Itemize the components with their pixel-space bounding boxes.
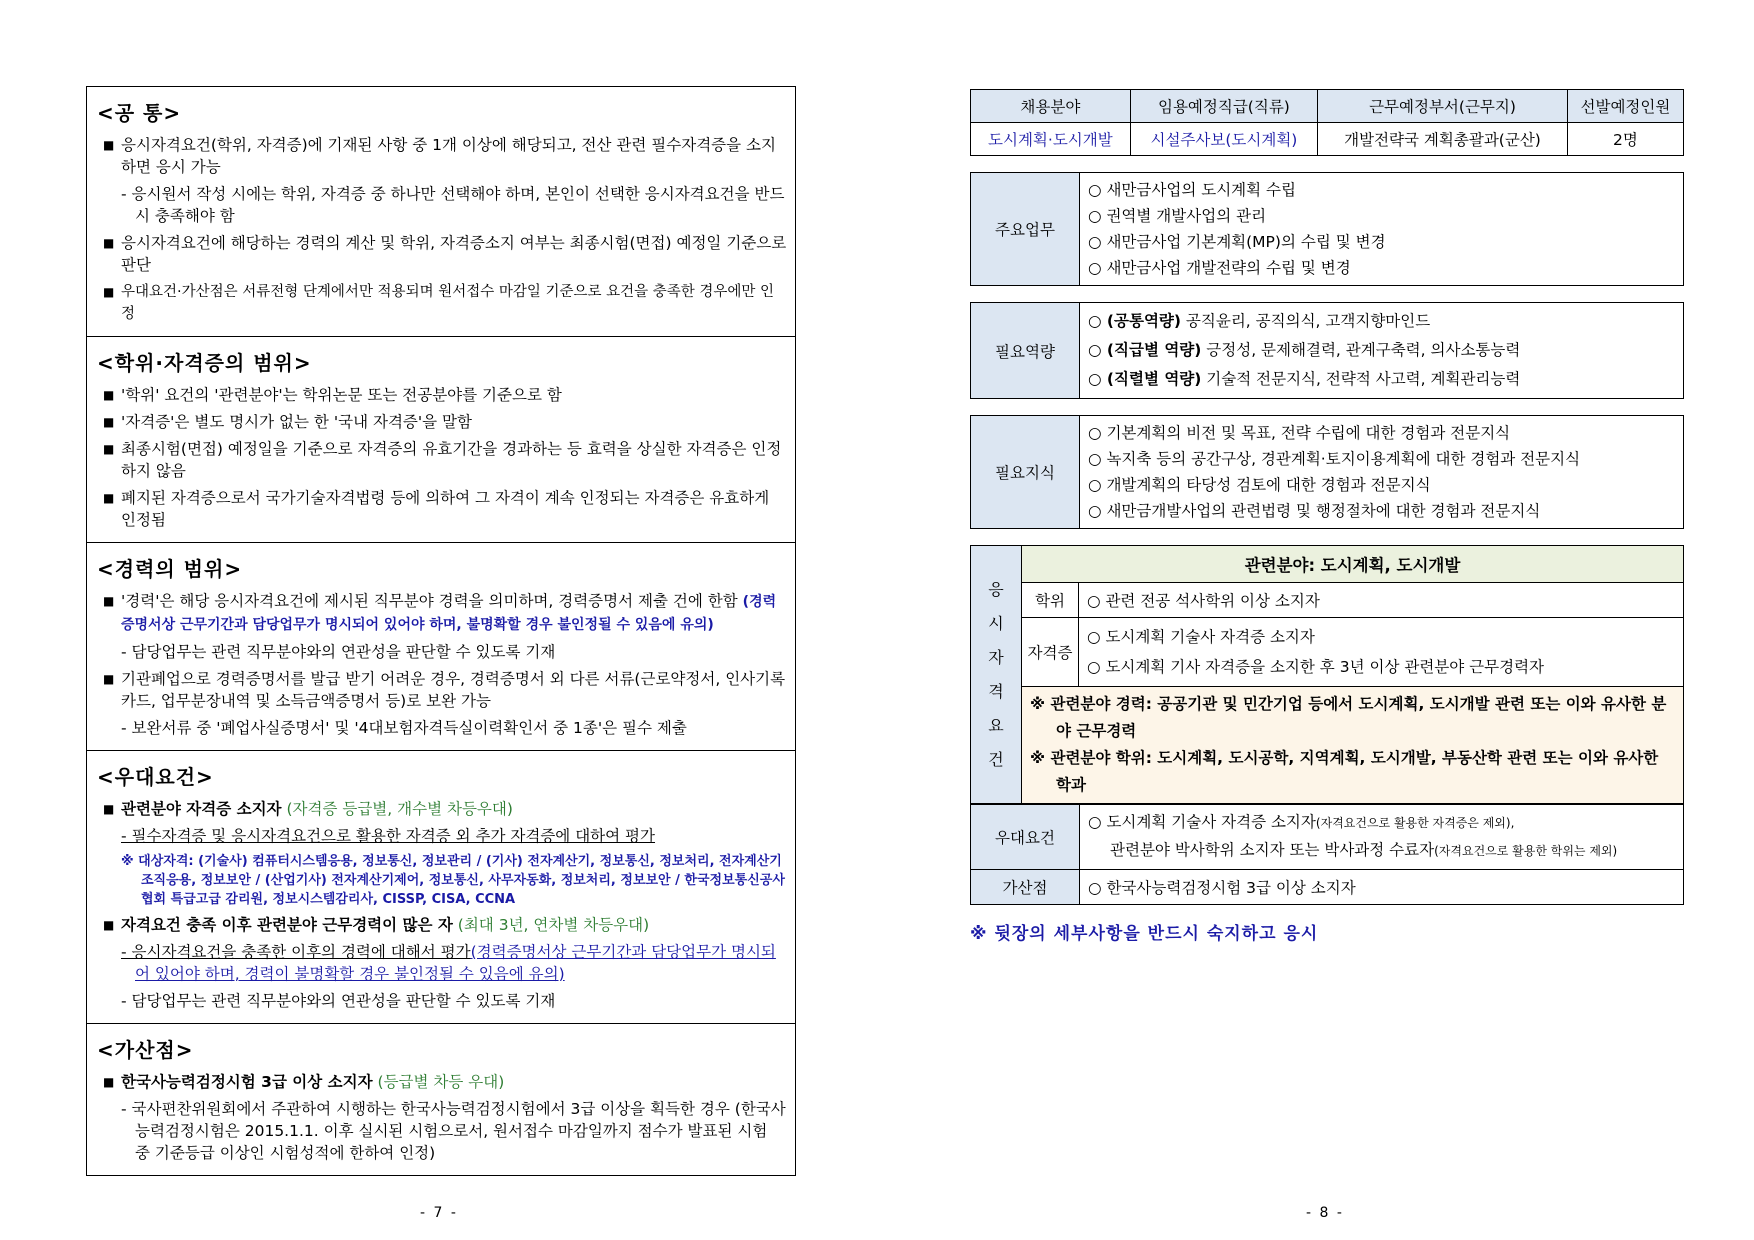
knowledge-label: 필요지식 xyxy=(971,416,1080,529)
degree-text: ○ 관련 전공 석사학위 이상 소지자 xyxy=(1079,583,1684,618)
section-title: <가산점> xyxy=(97,1038,194,1062)
section-title: <우대요건> xyxy=(97,765,214,789)
list-item-tag: ○ (직급별 역량) xyxy=(1088,341,1202,359)
list-item: ○ 새만금사업의 도시계획 수립 xyxy=(1088,181,1296,199)
page-number-8: - 8 - xyxy=(1306,1205,1344,1221)
right-page xyxy=(970,89,1684,944)
sub-item: - 국사편찬위원회에서 주관하여 시행하는 한국사능력검정시험에서 3급 이상을 획득한 경우 (한국사능력검정시험은 2015.1.1. 이후 실시된 시험으로서, 원서접수 마감일까지 점수가 발표된 시험 중 기준등급 이상인 시험성적에 한하여 인정) xyxy=(121,1100,786,1162)
sub-item xyxy=(111,941,787,985)
bullet-text: 응시자격요건에 해당하는 경력의 계산 및 학위, 자격증소지 여부는 최종시험(면접) 예정일 기준으로 판단 xyxy=(121,234,787,274)
bullet-text: '학위' 요건의 '관련분야'는 학위논문 또는 전공분야를 기준으로 함 xyxy=(121,386,562,404)
list-item-text: 긍정성, 문제해결력, 관계구축력, 의사소통능력 xyxy=(1201,341,1521,359)
qualification-table xyxy=(970,545,1684,804)
sub-item: - 필수자격증 및 응시자격요건으로 활용한 자격증 외 추가 자격증에 대하여 평가 xyxy=(121,827,656,845)
sub-item: - 응시원서 작성 시에는 학위, 자격증 중 하나만 선택해야 하며, 본인이 선택한 응시자격요건을 반드시 충족해야 함 xyxy=(121,185,785,225)
cert-label: 자격증 xyxy=(1022,618,1079,687)
competency-label: 필요역량 xyxy=(971,303,1080,399)
bullet-text: 우대요건·가산점은 서류전형 단계에서만 적용되며 원서접수 마감일 기준으로 요건을 충족한 경우에만 인정 xyxy=(121,284,774,322)
list-item-text: 기술적 전문지식, 전략적 사고력, 계획관리능력 xyxy=(1201,370,1521,388)
pref-exception-note: (자격요건으로 활용한 자격증은 제외), xyxy=(1315,816,1515,830)
qualification-label xyxy=(971,546,1022,804)
list-item: ○ 새만금개발사업의 관련법령 및 행정절차에 대한 경험과 전문지식 xyxy=(1088,502,1541,520)
bonus-label: 가산점 xyxy=(971,870,1080,905)
left-page xyxy=(86,86,796,1176)
list-item xyxy=(97,411,787,433)
col-grade: 임용예정직급(직류) xyxy=(1130,90,1317,123)
career-warning-note: (경력증명서상 근무기간과 담당업무가 명시되어 있어야 하며, 불명확할 경우 불인정될 수 있음에 유의) xyxy=(121,594,777,633)
pref-exception-note: (자격요건으로 활용한 학위는 제외) xyxy=(1434,844,1618,858)
pref-text: 관련분야 박사학위 소지자 또는 박사과정 수료자 xyxy=(1110,841,1435,859)
section-title: <공 통> xyxy=(97,101,182,125)
bonus-note: (등급별 차등 우대) xyxy=(377,1073,505,1091)
preference-note: (자격증 등급별, 개수별 차등우대) xyxy=(286,800,513,818)
square-bullet-icon: ■ xyxy=(103,285,115,299)
knowledge-list xyxy=(1080,416,1684,529)
knowledge-table xyxy=(970,415,1684,529)
requirements-box xyxy=(86,86,796,1176)
bullet-text: '경력'은 해당 응시자격요건에 제시된 직무분야 경력을 의미하며, 경력증명서 제출 건에 한함 xyxy=(121,592,738,610)
target-certificates-note: ※ 대상자격: (기술사) 컴퓨터시스템응용, 정보통신, 정보관리 / (기사) 전자계산기, 정보통신, 정보처리, 전자계산기조직응용, 정보보안 / (산업기사) 전자계산기제어, 정보통신, 사무자동화, 정보처리, 정보보안 / 한국정보통신공사협회 특급고급 감리원, 정보시스템감리사, CISSP, CISA, CCNA xyxy=(121,854,785,907)
list-item xyxy=(97,384,787,406)
square-bullet-icon: ■ xyxy=(103,138,115,152)
square-bullet-icon: ■ xyxy=(103,491,115,505)
related-field-title: 관련분야: 도시계획, 도시개발 xyxy=(1022,546,1684,583)
duties-label: 주요업무 xyxy=(971,173,1080,286)
section-preference xyxy=(87,751,795,1024)
recruitment-header-table xyxy=(970,89,1684,156)
section-common xyxy=(87,87,795,337)
footnote: ※ 뒷장의 세부사항을 반드시 숙지하고 응시 xyxy=(970,924,1319,944)
col-count: 선발예정인원 xyxy=(1567,90,1683,123)
section-degree-cert xyxy=(87,337,795,543)
preference-note: (최대 3년, 연차별 차등우대) xyxy=(457,916,650,934)
bullet-text: 관련분야 자격증 소지자 xyxy=(121,800,282,818)
val-count: 2명 xyxy=(1567,123,1683,156)
section-bonus xyxy=(87,1024,795,1175)
list-item xyxy=(97,914,787,936)
cert-list xyxy=(1079,618,1684,687)
sub-item: - 담당업무는 관련 직무분야와의 연관성을 판단할 수 있도록 기재 xyxy=(121,643,556,661)
col-dept: 근무예정부서(근무지) xyxy=(1318,90,1568,123)
square-bullet-icon: ■ xyxy=(103,236,115,250)
list-item xyxy=(97,134,787,178)
section-career xyxy=(87,543,795,751)
sub-item-text: - 응시자격요건을 충족한 이후의 경력에 대해서 평가 xyxy=(121,943,471,961)
list-item xyxy=(1088,336,1675,365)
bullet-text: 한국사능력검정시험 3급 이상 소지자 xyxy=(121,1073,373,1091)
list-item xyxy=(97,668,787,712)
bullet-text: 자격요건 충족 이후 관련분야 근무경력이 많은 자 xyxy=(121,916,453,934)
list-item: ○ 녹지축 등의 공간구상, 경관계획·토지이용계획에 대한 경험과 전문지식 xyxy=(1088,450,1581,468)
square-bullet-icon: ■ xyxy=(103,802,115,816)
list-item xyxy=(1088,307,1675,336)
pref-list xyxy=(1080,805,1684,870)
square-bullet-icon: ■ xyxy=(103,672,115,686)
qualification-notes xyxy=(1022,687,1684,804)
bullet-text: 응시자격요건(학위, 자격증)에 기재된 사항 중 1개 이상에 해당되고, 전산 관련 필수자격증을 소지하면 응시 가능 xyxy=(121,136,776,176)
list-item xyxy=(97,232,787,276)
label-char: 시 xyxy=(988,613,1004,633)
val-field: 도시계획·도시개발 xyxy=(971,123,1131,156)
career-warning-note: (경력증명서상 근무기간과 담당업무가 명시되어 있어야 하며, 경력이 불명확할 경우 불인정될 수 있음에 유의) xyxy=(135,943,776,983)
bonus-text: ○ 한국사능력검정시험 3급 이상 소지자 xyxy=(1080,870,1684,905)
label-char: 건 xyxy=(988,749,1004,769)
list-item xyxy=(97,798,787,820)
duties-table xyxy=(970,172,1684,286)
list-item: ○ 개발계획의 타당성 검토에 대한 경험과 전문지식 xyxy=(1088,476,1431,494)
list-item xyxy=(97,1071,787,1093)
degree-field-note: ※ 관련분야 학위: 도시계획, 도시공학, 지역계획, 도시개발, 부동산학 관련 또는 이와 유사한 학과 xyxy=(1030,749,1659,794)
list-item-text: 공직윤리, 공직의식, 고객지향마인드 xyxy=(1180,312,1431,330)
page-number-7: - 7 - xyxy=(420,1205,458,1221)
sub-item: - 담당업무는 관련 직무분야와의 연관성을 판단할 수 있도록 기재 xyxy=(121,992,556,1010)
section-title: <경력의 범위> xyxy=(97,557,243,581)
square-bullet-icon: ■ xyxy=(103,594,115,608)
pref-text: ○ 도시계획 기술사 자격증 소지자 xyxy=(1088,813,1316,831)
square-bullet-icon: ■ xyxy=(103,388,115,402)
val-dept: 개발전략국 계획총괄과(군산) xyxy=(1318,123,1568,156)
label-char: 응 xyxy=(988,579,1004,599)
bullet-text: '자격증'은 별도 명시가 없는 한 '국내 자격증'을 말함 xyxy=(121,413,472,431)
pref-label: 우대요건 xyxy=(971,805,1080,870)
list-item: ○ 새만금사업 기본계획(MP)의 수립 및 변경 xyxy=(1088,233,1386,251)
bullet-text: 폐지된 자격증으로서 국가기술자격법령 등에 의하여 그 자격이 계속 인정되는 자격증은 유효하게 인정됨 xyxy=(121,489,770,529)
sub-item: - 보완서류 중 '폐업사실증명서' 및 '4대보험자격득실이력확인서 중 1종'은 필수 제출 xyxy=(121,719,687,737)
list-item: ○ 도시계획 기사 자격증을 소지한 후 3년 이상 관련분야 근무경력자 xyxy=(1087,658,1545,676)
list-item: ○ 권역별 개발사업의 관리 xyxy=(1088,207,1267,225)
col-field: 채용분야 xyxy=(971,90,1131,123)
list-item: ○ 새만금사업 개발전략의 수립 및 변경 xyxy=(1088,259,1351,277)
square-bullet-icon: ■ xyxy=(103,415,115,429)
bullet-text: 기관폐업으로 경력증명서를 발급 받기 어려운 경우, 경력증명서 외 다른 서류(근로약정서, 인사기록카드, 업무분장내역 및 소득금액증명서 등)로 보완 가능 xyxy=(121,670,786,710)
competency-list xyxy=(1080,303,1684,399)
career-field-note: ※ 관련분야 경력: 공공기관 및 민간기업 등에서 도시계획, 도시개발 관련 또는 이와 유사한 분야 근무경력 xyxy=(1030,695,1667,740)
bullet-text: 최종시험(면접) 예정일을 기준으로 자격증의 유효기간을 경과하는 등 효력을 상실한 자격증은 인정하지 않음 xyxy=(121,440,782,480)
list-item xyxy=(97,590,787,636)
list-item-tag: ○ (직렬별 역량) xyxy=(1088,370,1202,388)
label-char: 요 xyxy=(988,715,1004,735)
pref-bonus-table xyxy=(970,804,1684,905)
list-item xyxy=(97,438,787,482)
list-item xyxy=(1088,365,1675,394)
square-bullet-icon: ■ xyxy=(103,918,115,932)
list-item xyxy=(97,487,787,531)
competency-table xyxy=(970,302,1684,399)
square-bullet-icon: ■ xyxy=(103,1075,115,1089)
label-char: 격 xyxy=(988,681,1004,701)
duties-list xyxy=(1080,173,1684,286)
val-grade: 시설주사보(도시계획) xyxy=(1130,123,1317,156)
pref-line-2 xyxy=(1088,837,1675,865)
pref-line-1 xyxy=(1088,809,1675,837)
list-item-tag: ○ (공통역량) xyxy=(1088,312,1181,330)
list-item xyxy=(97,281,787,325)
list-item: ○ 도시계획 기술사 자격증 소지자 xyxy=(1087,628,1315,646)
label-char: 자 xyxy=(988,647,1004,667)
square-bullet-icon: ■ xyxy=(103,442,115,456)
degree-label: 학위 xyxy=(1022,583,1079,618)
list-item: ○ 기본계획의 비전 및 목표, 전략 수립에 대한 경험과 전문지식 xyxy=(1088,424,1511,442)
section-title: <학위·자격증의 범위> xyxy=(97,351,312,375)
